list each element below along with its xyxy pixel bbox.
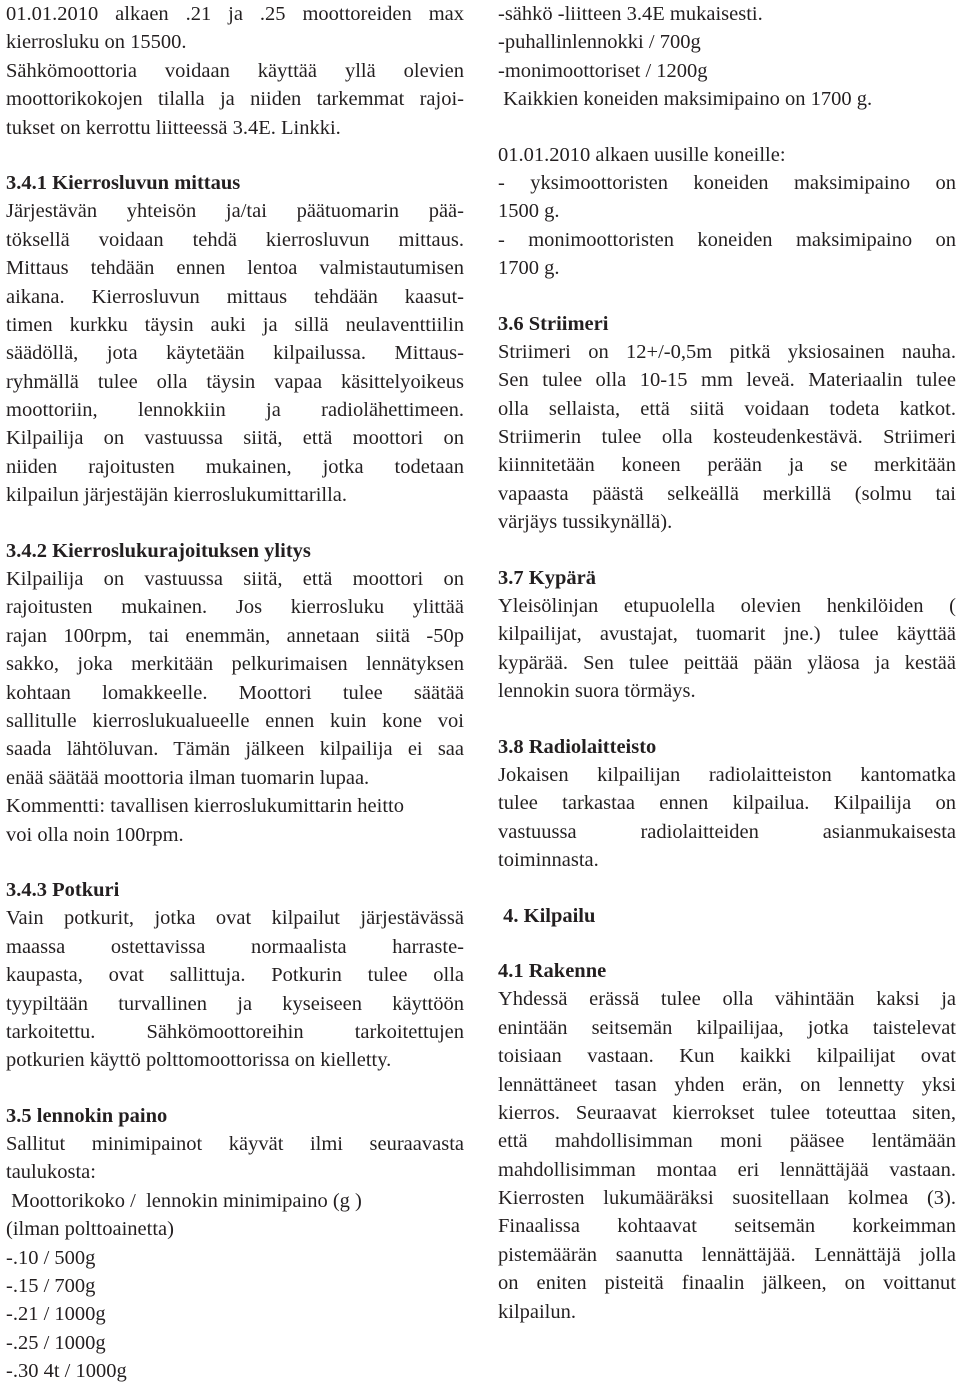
text-line: Sen tulee olla 10-15 mm leveä. Materiaalin tulee [498,369,956,392]
text-line: voi olla noin 100rpm. [6,823,184,846]
section-heading: 4.1 Rakenne [498,959,607,982]
text-line: kohtaan lomakkeelle. Moottori tulee säätää [6,681,464,704]
text-line: Mittaus tehdään ennen lentoa valmistautumisen [6,257,464,280]
text-line: värjäys tussikynällä). [498,511,673,534]
new-aircraft-rules [498,141,956,283]
weight-row: -.21 / 1000g [6,1303,106,1326]
text-line: - monimoottoristen koneiden maksimipaino on [498,228,956,251]
section-heading: 3.6 Striimeri [498,312,609,335]
section-3-8 [498,733,956,875]
text-line: rajoitusten mukainen. Jos kierrosluku ylittää [6,596,464,619]
text-line: Vain potkurit, jotka ovat kilpailut järjestävässä [6,907,464,930]
text-line: on eniten pisteitä finaalin jälkeen, on voittanut [498,1272,956,1295]
text-line: kilpailun järjestäjän kierroslukumittarilla. [6,484,348,507]
text-line: tulee tarkastaa ennen kilpailua. Kilpailija on [498,792,956,815]
text-line: kierros. Seuraavat kierrokset tulee toteuttaa siten, [498,1101,956,1124]
section-4 [498,902,956,930]
text-line: enintään seitsemän kilpailijaa, jotka taistelevat [498,1016,956,1039]
text-line: niiden rajoitusten mukainen, jotka todetaan [6,455,464,478]
text-line: rajan 100rpm, tai enemmän, annetaan siitä -50p [6,624,464,647]
section-heading: 3.4.2 Kierroslukurajoituksen ylitys [6,539,311,562]
section-heading: 3.5 lennokin paino [6,1104,168,1127]
text-line: tukset on kerrottu liitteessä 3.4E. Linkki. [6,116,341,139]
section-heading: 3.8 Radiolaitteisto [498,735,657,758]
text-line: enää säätää moottoria ilman tuomarin lupaa. [6,766,370,789]
text-line: maassa ostettavissa normaalista harraste- [6,935,464,958]
text-line: Järjestävän yhteisön ja/tai päätuomarin pää- [6,200,464,223]
text-line: Striimeri on 12+/-0,5m pitkä yksiosainen nauha. [498,340,956,363]
text-line: kilpailun. [498,1300,577,1323]
text-line: 1700 g. [498,257,560,280]
text-line: taulukosta: [6,1161,96,1184]
text-line: Sähkömoottoria voidaan käyttää yllä olevien [6,59,464,82]
text-line: timen kurkku täysin auki ja sillä neulaventtiilin [6,313,464,336]
text-line: toiminnasta. [498,849,599,872]
text-line: Sallitut minimipainot käyvät ilmi seuraavasta [6,1133,464,1156]
text-line: tyypiltään turvallinen ja kyseiseen käyttöön [6,992,464,1015]
text-line: Kilpailija on vastuussa siitä, että moottori on [6,427,464,450]
weight-row: -monimoottoriset / 1200g [498,59,708,82]
section-3-4-1 [6,169,464,510]
text-line: toisiaan vastaan. Kun kaikki kilpailijat ovat [498,1045,956,1068]
text-line: kiinnitetään koneen perään ja se merkitään [498,454,956,477]
text-line: moottoriin, lennokkiin ja radiolähettimeen. [6,399,464,422]
section-3-6 [498,310,956,537]
text-line: ryhmällä tulee olla täysin vapaa käsittelyoikeus [6,370,464,393]
text-line: Jokaisen kilpailijan radiolaitteiston kantomatka [498,763,956,786]
text-line: pistemäärän saanutta lennättäjää. Lennättäjä jolla [498,1243,956,1266]
weight-row: -sähkö -liitteen 3.4E mukaisesti. [498,3,763,25]
text-line: Kilpailija on vastuussa siitä, että moottori on [6,568,464,591]
text-line: - yksimoottoristen koneiden maksimipaino on [498,171,956,194]
text-line: moottorikokojen tilalla ja niiden tarkemmat rajoi- [6,88,464,111]
weight-row: -.15 / 700g [6,1275,96,1298]
text-line: sallitulle kierroslukualueelle ennen kuin kone voi [6,709,464,732]
weight-row: -.30 4t / 1000g [6,1360,127,1383]
text-line: Yhdessä erässä tulee olla vähintään kaksi ja [498,988,956,1011]
section-3-4-2 [6,537,464,849]
weight-table-header: Moottorikoko / lennokin minimipaino (g ) [6,1189,362,1212]
weight-row: -puhallinlennokki / 700g [498,31,701,54]
text-line: kaupasta, ovat sallittuja. Potkurin tulee olla [6,964,464,987]
section-heading: 3.4.1 Kierrosluvun mittaus [6,171,241,194]
text-line: Yleisölinjan etupuolella olevien henkilöiden ( [498,595,956,618]
text-line: säädöllä, jota käytetään kilpailussa. Mittaus- [6,342,464,365]
weight-row: -.10 / 500g [6,1246,96,1269]
section-3-7 [498,564,956,706]
chapter-heading: 4. Kilpailu [498,904,596,927]
text-line: töksellä voidaan tehdä kierrosluvun mittaus. [6,228,464,251]
text-line: (ilman polttoainetta) [6,1218,174,1241]
text-line: 01.01.2010 alkaen uusille koneille: [498,143,786,166]
text-line: mahdollisimman montaa eri lennättäjää vastaan. [498,1158,956,1181]
text-line: lennättäneet tasan yhden erän, on lennetty yksi [498,1073,956,1096]
right-column [498,0,956,1326]
text-line: vapaasta päästä selkeällä merkillä (solmu tai [498,482,956,505]
text-line: tarkoitettu. Sähkömoottoreihin tarkoitettujen [6,1020,464,1043]
text-line: olla sellaista, että siitä voidaan todeta katkot. [498,397,956,420]
text-line: kierrosluku on 15500. [6,31,187,54]
text-line: 01.01.2010 alkaen .21 ja .25 moottoreiden max [6,3,464,25]
text-line: että mahdollisimman moni pääsee lentämään [498,1130,956,1153]
intro-paragraph [6,0,464,142]
weight-row: -.25 / 1000g [6,1331,106,1354]
weights-continued [498,0,956,114]
text-line: sakko, joka merkitään pelkurimaisen lennätyksen [6,653,464,676]
max-weight-note: Kaikkien koneiden maksimipaino on 1700 g. [498,88,873,111]
left-column [6,0,464,1386]
section-3-5 [6,1102,464,1386]
text-line: Kierrosten lukumääräksi suositellaan kolmea (3). [498,1187,956,1210]
text-line: kypärää. Sen tulee peittää pään yläosa ja kestää [498,651,956,674]
text-line: kilpailijat, avustajat, tuomarit jne.) tulee käyttää [498,623,956,646]
text-line: saada lähtöluvan. Tämän jälkeen kilpailija ei saa [6,738,464,761]
text-line: vastuussa radiolaitteiden asianmukaisesta [498,820,956,843]
section-4-1 [498,957,956,1326]
text-line: Kommentti: tavallisen kierroslukumittarin heitto [6,795,404,818]
text-line: 1500 g. [498,200,560,223]
text-line: Striimerin tulee olla kosteudenkestävä. Striimeri [498,426,956,449]
text-line: potkurien käyttö polttomoottorissa on kielletty. [6,1049,392,1072]
section-heading: 3.4.3 Potkuri [6,878,120,901]
text-line: Finaalissa kohtaavat seitsemän korkeimman [498,1215,956,1238]
section-3-4-3 [6,876,464,1075]
section-heading: 3.7 Kypärä [498,566,596,589]
text-line: aikana. Kierrosluvun mittaus tehdään kaasut- [6,285,464,308]
text-line: lennokin suora törmäys. [498,680,696,703]
